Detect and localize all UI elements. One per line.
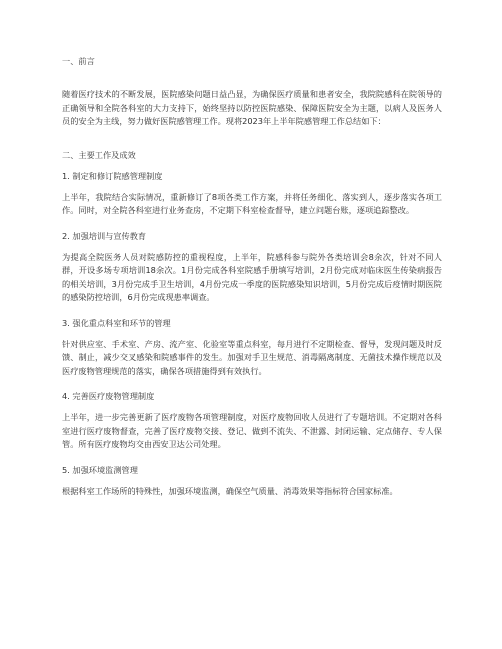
item-title-3: 3. 强化重点科室和环节的管理 [62, 317, 171, 328]
section-title-main-work: 二、主要工作及成效 [62, 149, 136, 160]
item-title-4: 4. 完善医疗废物管理制度 [62, 391, 155, 401]
item-body-3: 针对供应室、手术室、产房、流产室、化验室等重点科室，每月进行不定期检查、督导，发现问题及时反馈、制止，减少交叉感染和院感事件的发生。加强对手卫生规范、消毒隔离制度、无菌技术操作规范以及医疗废物管理规范的落实，确保各项措施得到有效执行。 [62, 338, 442, 376]
item-body-1: 上半年，我院结合实际情况，重新修订了8项各类工作方案，并将任务细化、落实到人，逐步落实各项工作。同时，对全院各科室进行业务查房，不定期下科室检查督导，建立问题台账，逐项追踪整改。 [62, 191, 442, 215]
item-body-2: 为提高全院医务人员对院感防控的重视程度，上半年，院感科参与院外各类培训会8余次，针对不同人群，开设多场专项培训18余次。1月份完成各科室院感手册填写培训，2月份完成对临床医生传染病报告的相关培训，3月份完成手卫生培训，4月份完成一季度的医院感染知识培训，5月份完成后疫情时期医院的感染防控培训，6月份完成现患率调查。 [62, 251, 442, 302]
item-title-1: 1. 制定和修订院感管理制度 [62, 170, 163, 181]
item-title-5: 5. 加强环境监测管理 [62, 464, 138, 475]
section-title-preface: 一、前言 [62, 56, 95, 66]
document-page [62, 55, 442, 498]
item-body-5: 根据科室工作场所的特殊性，加强环境监测，确保空气质量、消毒效果等指标符合国家标准。 [62, 485, 398, 496]
item-body-4: 上半年，进一步完善更新了医疗废物各项管理制度，对医疗废物回收人员进行了专题培训。不定期对各科室进行医疗废物督查，完善了医疗废物交接、登记、做到不流失、不泄露、封闭运输、定点储存、专人保管。所有医疗废物均交由西安卫达公司处理。 [62, 412, 442, 449]
intro-paragraph: 随着医疗技术的不断发展，医院感染问题日益凸显，为确保医疗质量和患者安全，我院院感科在院领导的正确领导和全院各科室的大力支持下，始终坚持以防控医院感染、保障医院安全为主题，以病人及医务人员的安全为主线，努力做好医院感管理工作。现将2023年上半年院感管理工作总结如下： [62, 89, 442, 126]
item-title-2: 2. 加强培训与宣传教育 [62, 230, 147, 241]
